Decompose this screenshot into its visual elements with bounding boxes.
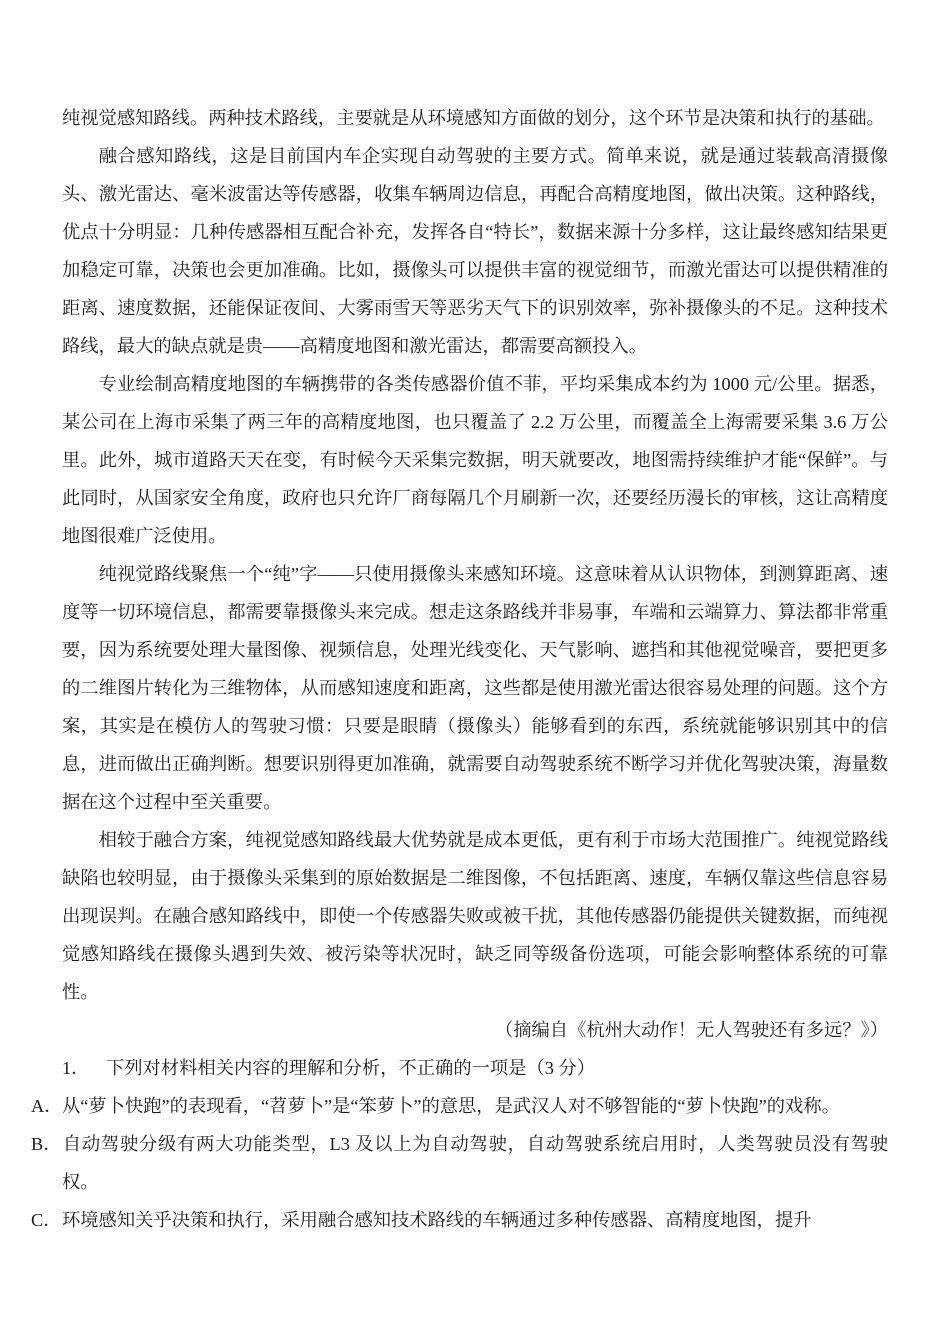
option-c-label: C． xyxy=(31,1210,62,1230)
question-stem: 下列对材料相关内容的理解和分析，不正确的一项是（3 分） xyxy=(106,1058,596,1078)
passage-paragraph-fusion-route: 融合感知路线，这是目前国内车企实现自动驾驶的主要方式。简单来说，就是通过装载高清摄像头、激光雷达、毫米波雷达等传感器，收集车辆周边信息，再配合高精度地图，做出决策。这种路线，优点十分明显：几种传感器相互配合补充，发挥各自“特长”，数据来源十分多样，这让最终感知结果更加稳定可靠，决策也会更加准确。比如，摄像头可以提供丰富的视觉细节，而激光雷达可以提供精准的距离、速度数据，还能保证夜间、大雾雨雪天等恶劣天气下的识别效率，弥补摄像头的不足。这种技术路线，最大的缺点就是贵——高精度地图和激光雷达，都需要高额投入。 xyxy=(62,146,888,356)
option-b-text: 自动驾驶分级有两大功能类型，L3 及以上为自动驾驶，自动驾驶系统启用时，人类驾驶员没有驾驶权。 xyxy=(62,1134,888,1192)
passage-paragraph-pure-vision-route: 纯视觉路线聚焦一个“纯”字——只使用摄像头来感知环境。这意味着从认识物体，到测算距离、速度等一切环境信息，都需要靠摄像头来完成。想走这条路线并非易事，车端和云端算力、算法都非常重要，因为系统要处理大量图像、视频信息，处理光线变化、天气影响、遮挡和其他视觉噪音，要把更多的二维图片转化为三维物体，从而感知速度和距离，这些都是使用激光雷达很容易处理的问题。这个方案，其实是在模仿人的驾驶习惯：只要是眼睛（摄像头）能够看到的东西，系统就能够识别其中的信息，进而做出正确判断。想要识别得更加准确，就需要自动驾驶系统不断学习并优化驾驶决策，海量数据在这个过程中至关重要。 xyxy=(62,564,888,812)
option-a-text: 从“萝卜快跑”的表现看，“苕萝卜”是“笨萝卜”的意思，是武汉人对不够智能的“萝卜快跑”的戏称。 xyxy=(62,1096,840,1116)
question-1 xyxy=(62,1049,888,1087)
question-number: 1． xyxy=(62,1058,90,1078)
passage-paragraph-continuation: 纯视觉感知路线。两种技术路线，主要就是从环境感知方面做的划分，这个环节是决策和执行的基础。 xyxy=(62,108,885,128)
passage-paragraph-hd-map-cost: 专业绘制高精度地图的车辆携带的各类传感器价值不菲，平均采集成本约为 1000 元/公里。据悉，某公司在上海市采集了两三年的高精度地图，也只覆盖了 2.2 万公里，而覆盖全上海需要采集 3.6 万公里。此外，城市道路天天在变，有时候今天采集完数据，明天就要改，地图需持续维护才能“保鲜”。与此同时，从国家安全角度，政府也只允许厂商每隔几个月刷新一次，还要经历漫长的审核，这让高精度地图很难广泛使用。 xyxy=(62,374,888,546)
option-a-label: A． xyxy=(31,1096,63,1116)
option-c-text: 环境感知关乎决策和执行，采用融合感知技术路线的车辆通过多种传感器、高精度地图，提升 xyxy=(62,1210,812,1230)
option-a xyxy=(31,1087,888,1125)
passage-paragraph-comparison: 相较于融合方案，纯视觉感知路线最大优势就是成本更低，更有利于市场大范围推广。纯视觉路线缺陷也较明显，由于摄像头采集到的原始数据是二维图像，不包括距离、速度，车辆仅靠这些信息容易出现误判。在融合感知路线中，即使一个传感器失败或被干扰，其他传感器仍能提供关键数据，而纯视觉感知路线在摄像头遇到失效、被污染等状况时，缺乏同等级备份选项，可能会影响整体系统的可靠性。 xyxy=(62,830,888,1002)
source-attribution: （摘编自《杭州大动作！无人驾驶还有多远？》） xyxy=(494,1020,888,1040)
option-b-label: B． xyxy=(31,1134,62,1154)
option-b xyxy=(31,1125,888,1201)
option-c xyxy=(31,1201,888,1239)
